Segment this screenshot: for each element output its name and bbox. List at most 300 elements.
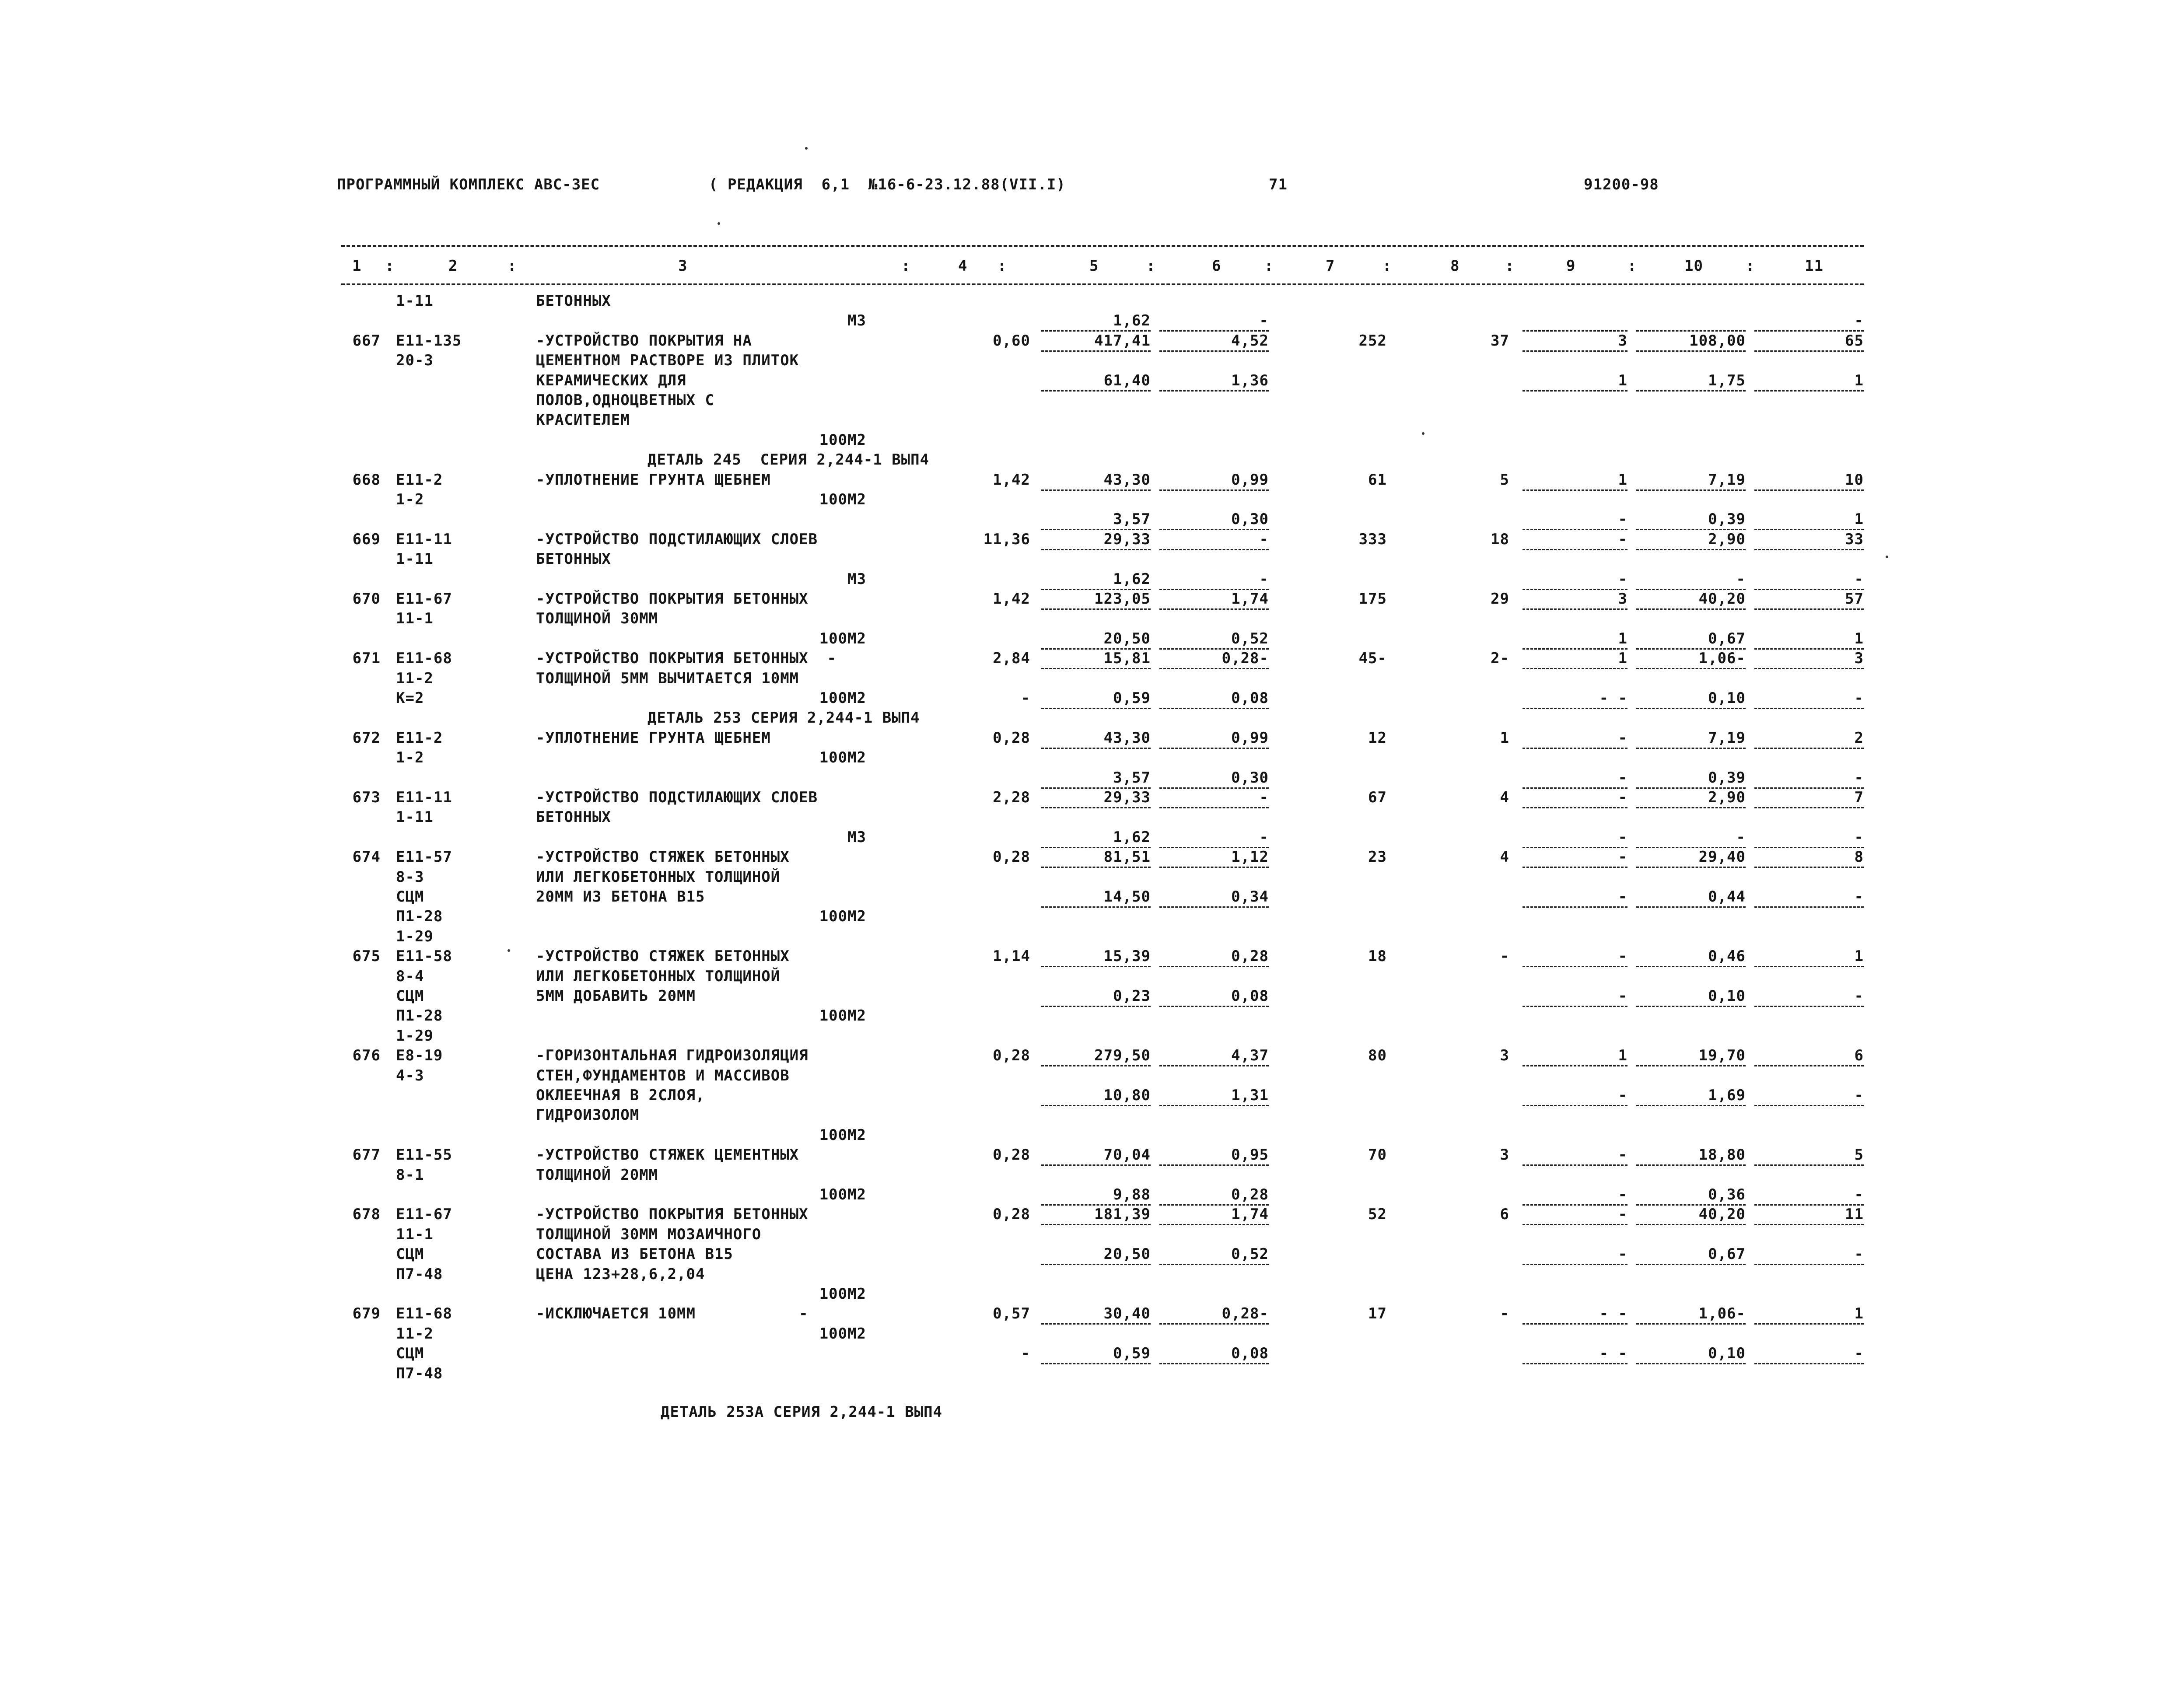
quantity: 1,42: [993, 471, 1030, 489]
norm-code: Е11-68: [396, 1305, 452, 1322]
total-wage: -: [1500, 1305, 1509, 1322]
work-description: КРАСИТЕЛЕМ: [536, 411, 630, 429]
cell-underline: [1522, 1204, 1628, 1206]
cell-underline: [1636, 608, 1746, 610]
work-description: 20ММ ИЗ БЕТОНА В15: [536, 888, 705, 905]
machine-cost: -: [1618, 1146, 1628, 1164]
column-header-10: 10: [1684, 257, 1703, 275]
total-wage: 3: [1500, 1146, 1509, 1164]
cell-underline: [1522, 1363, 1628, 1364]
cell-underline: [1041, 748, 1151, 749]
unit-cost: 70,04: [1103, 1146, 1151, 1164]
work-description: -УСТРОЙСТВО ПОКРЫТИЯ БЕТОННЫХ: [536, 590, 808, 608]
machine-cost: -: [1618, 1206, 1628, 1223]
cell-underline: [1159, 1224, 1269, 1225]
quantity: 0,28: [993, 1047, 1030, 1064]
labor-hours-unit: 7,19: [1708, 729, 1746, 747]
cell-underline: [1754, 847, 1864, 848]
norm-code: П1-28: [396, 908, 443, 925]
total-cost: 252: [1358, 332, 1387, 350]
unit-cost: 1,62: [1113, 570, 1151, 588]
cell-underline: [1041, 489, 1151, 491]
labor-hours-total: 33: [1845, 531, 1864, 548]
row-number: 674: [352, 848, 381, 866]
labor-hours-unit: 0,67: [1708, 1245, 1746, 1263]
header-bottom-rule: [341, 283, 1864, 285]
work-description: -УСТРОЙСТВО СТЯЖЕК БЕТОННЫХ: [536, 848, 790, 866]
work-description: СТЕН,ФУНДАМЕНТОВ И МАССИВОВ: [536, 1067, 790, 1084]
labor-hours-total: -: [1854, 689, 1864, 707]
unit-cost: 20,50: [1103, 1245, 1151, 1263]
unit-cost: 61,40: [1103, 372, 1151, 389]
unit: М3: [847, 570, 866, 588]
cell-underline: [1522, 608, 1628, 610]
cell-underline: [1041, 807, 1151, 808]
unit: 100М2: [819, 1186, 866, 1203]
unit-wage: 0,08: [1231, 987, 1269, 1005]
work-description: -УСТРОЙСТВО СТЯЖЕК ЦЕМЕНТНЫХ: [536, 1146, 799, 1164]
quantity: 0,57: [993, 1305, 1030, 1322]
labor-hours-total: -: [1854, 312, 1864, 329]
unit: 100М2: [819, 908, 866, 925]
work-description: ТОЛЩИНОЙ 30ММ МОЗАИЧНОГО: [536, 1226, 762, 1243]
cell-underline: [1522, 708, 1628, 709]
labor-hours-total: -: [1854, 1186, 1864, 1203]
cell-underline: [1041, 1363, 1151, 1364]
unit-wage: 0,30: [1231, 769, 1269, 787]
labor-hours-unit: 7,19: [1708, 471, 1746, 489]
unit-wage: 0,28: [1231, 1186, 1269, 1203]
work-description: -УСТРОЙСТВО ПОКРЫТИЯ БЕТОННЫХ: [536, 1206, 808, 1223]
labor-hours-total: 3: [1854, 650, 1864, 667]
norm-code: Е11-67: [396, 1206, 452, 1223]
norm-code: 4-3: [396, 1067, 424, 1084]
machine-cost: -: [1618, 987, 1628, 1005]
cell-underline: [1754, 489, 1864, 491]
cell-underline: [1159, 867, 1269, 868]
norm-code: 11-1: [396, 1226, 434, 1243]
cell-underline: [1159, 966, 1269, 967]
norm-code: Е11-68: [396, 650, 452, 667]
norm-code: К=2: [396, 689, 424, 707]
labor-hours-total: 57: [1845, 590, 1864, 608]
cell-underline: [1522, 1323, 1628, 1325]
norm-code: П7-48: [396, 1266, 443, 1283]
column-header-8: 8: [1450, 257, 1460, 275]
cell-underline: [1159, 330, 1269, 332]
unit-cost: 15,39: [1103, 947, 1151, 965]
quantity: 11,36: [983, 531, 1030, 548]
scan-speck: [508, 949, 510, 952]
column-header-1: 1: [352, 257, 362, 275]
cell-underline: [1636, 1006, 1746, 1007]
norm-code: 8-3: [396, 868, 424, 886]
cell-underline: [1522, 1006, 1628, 1007]
cell-underline: [1754, 1224, 1864, 1225]
labor-hours-unit: 0,10: [1708, 689, 1746, 707]
cell-underline: [1522, 549, 1628, 550]
labor-hours-total: 65: [1845, 332, 1864, 350]
machine-cost: - -: [1599, 1305, 1628, 1322]
total-cost: 67: [1368, 789, 1387, 806]
labor-hours-unit: 1,06-: [1698, 1305, 1746, 1322]
cell-underline: [1159, 906, 1269, 908]
unit-cost: 1,62: [1113, 312, 1151, 329]
labor-hours-unit: 0,10: [1708, 1345, 1746, 1362]
unit-cost: 3,57: [1113, 769, 1151, 787]
total-cost: 12: [1368, 729, 1387, 747]
cell-underline: [1754, 867, 1864, 868]
page-number: 71: [1269, 176, 1288, 193]
labor-hours-total: 1: [1854, 510, 1864, 528]
cell-underline: [1636, 966, 1746, 967]
labor-hours-unit: 40,20: [1698, 590, 1746, 608]
total-wage: 5: [1500, 471, 1509, 489]
cell-underline: [1636, 668, 1746, 669]
labor-hours-total: 1: [1854, 1305, 1864, 1322]
unit: 100М2: [819, 1325, 866, 1342]
cell-underline: [1522, 1264, 1628, 1265]
cell-underline: [1636, 1363, 1746, 1364]
cell-underline: [1522, 529, 1628, 530]
machine-cost: -: [1618, 1186, 1628, 1203]
labor-hours-total: -: [1854, 888, 1864, 905]
work-description: ТОЛЩИНОЙ 20ММ: [536, 1166, 658, 1184]
machine-cost: -: [1618, 510, 1628, 528]
cell-underline: [1522, 1105, 1628, 1106]
unit: 100М2: [819, 689, 866, 707]
norm-code: 1-11: [396, 808, 434, 826]
machine-cost: -: [1618, 729, 1628, 747]
unit-cost: 29,33: [1103, 531, 1151, 548]
column-separator: :: [1505, 257, 1515, 275]
machine-cost: 3: [1618, 332, 1628, 350]
cell-underline: [1754, 529, 1864, 530]
labor-hours-unit: 0,39: [1708, 510, 1746, 528]
norm-code: 8-4: [396, 968, 424, 985]
row-number: 670: [352, 590, 381, 608]
cell-underline: [1754, 648, 1864, 650]
quantity: 1,14: [993, 947, 1030, 965]
work-description: ЦЕМЕНТНОМ РАСТВОРЕ ИЗ ПЛИТОК: [536, 352, 799, 369]
work-description: 5ММ ДОБАВИТЬ 20ММ: [536, 987, 696, 1005]
cell-underline: [1754, 668, 1864, 669]
norm-code: 1-2: [396, 749, 424, 766]
quantity: 0,28: [993, 848, 1030, 866]
unit-cost: 29,33: [1103, 789, 1151, 806]
work-description: -УСТРОЙСТВО ПОКРЫТИЯ НА: [536, 332, 752, 350]
unit-cost: 181,39: [1094, 1206, 1151, 1223]
cell-underline: [1754, 350, 1864, 352]
row-number: 667: [352, 332, 381, 350]
cell-underline: [1754, 708, 1864, 709]
unit-wage: -: [1259, 312, 1269, 329]
norm-code: 1-11: [396, 292, 434, 310]
quantity: -: [1021, 1345, 1030, 1362]
cell-underline: [1636, 906, 1746, 908]
unit: М3: [847, 829, 866, 846]
cell-underline: [1041, 708, 1151, 709]
work-description: БЕТОННЫХ: [536, 550, 611, 568]
work-description: БЕТОННЫХ: [536, 808, 611, 826]
labor-hours-unit: 0,46: [1708, 947, 1746, 965]
norm-code: 1-29: [396, 928, 434, 945]
cell-underline: [1636, 807, 1746, 808]
norm-code: Е11-57: [396, 848, 452, 866]
cell-underline: [1636, 1164, 1746, 1166]
cell-underline: [1754, 1264, 1864, 1265]
labor-hours-unit: 0,36: [1708, 1186, 1746, 1203]
cell-underline: [1041, 330, 1151, 332]
work-description: ЦЕНА 123+28,6,2,04: [536, 1266, 705, 1283]
cell-underline: [1754, 1164, 1864, 1166]
labor-hours-total: 11: [1845, 1206, 1864, 1223]
total-cost: 175: [1358, 590, 1387, 608]
labor-hours-total: 1: [1854, 630, 1864, 647]
cell-underline: [1522, 1164, 1628, 1166]
machine-cost: 1: [1618, 1047, 1628, 1064]
column-separator: :: [1628, 257, 1637, 275]
scan-speck: [718, 222, 720, 225]
work-description: -УСТРОЙСТВО ПОКРЫТИЯ БЕТОННЫХ -: [536, 650, 837, 667]
cell-underline: [1159, 1006, 1269, 1007]
labor-hours-unit: 2,90: [1708, 531, 1746, 548]
labor-hours-total: 8: [1854, 848, 1864, 866]
work-description: -УПЛОТНЕНИЕ ГРУНТА ЩЕБНЕМ: [536, 729, 771, 747]
norm-code: 1-2: [396, 491, 424, 508]
machine-cost: -: [1618, 531, 1628, 548]
norm-code: Е11-11: [396, 531, 452, 548]
unit-wage: 1,74: [1231, 590, 1269, 608]
unit-wage: 1,74: [1231, 1206, 1269, 1223]
column-header-6: 6: [1212, 257, 1222, 275]
cell-underline: [1754, 906, 1864, 908]
row-number: 677: [352, 1146, 381, 1164]
column-separator: :: [998, 257, 1007, 275]
norm-code: Е11-135: [396, 332, 462, 350]
total-cost: 23: [1368, 848, 1387, 866]
unit-wage: 0,08: [1231, 1345, 1269, 1362]
unit-cost: 43,30: [1103, 471, 1151, 489]
work-description: -УСТРОЙСТВО СТЯЖЕК БЕТОННЫХ: [536, 947, 790, 965]
norm-code: СЦМ: [396, 1245, 424, 1263]
unit-wage: 0,08: [1231, 689, 1269, 707]
column-separator: :: [1746, 257, 1755, 275]
labor-hours-total: -: [1854, 769, 1864, 787]
column-header-5: 5: [1089, 257, 1099, 275]
labor-hours-total: -: [1854, 570, 1864, 588]
total-wage: 18: [1491, 531, 1509, 548]
machine-cost: 1: [1618, 372, 1628, 389]
unit-cost: 10,80: [1103, 1087, 1151, 1104]
machine-cost: -: [1618, 769, 1628, 787]
norm-code: Е11-67: [396, 590, 452, 608]
norm-code: П1-28: [396, 1007, 443, 1024]
labor-hours-unit: 2,90: [1708, 789, 1746, 806]
column-header-7: 7: [1326, 257, 1335, 275]
unit-wage: 0,52: [1231, 1245, 1269, 1263]
quantity: 0,28: [993, 1206, 1030, 1223]
unit-cost: 0,59: [1113, 689, 1151, 707]
cell-underline: [1522, 807, 1628, 808]
unit-wage: -: [1259, 570, 1269, 588]
unit-wage: 0,28-: [1222, 650, 1269, 667]
work-description: ОКЛЕЕЧНАЯ В 2СЛОЯ,: [536, 1087, 705, 1104]
unit-wage: 0,28: [1231, 947, 1269, 965]
work-description: ПОЛОВ,ОДНОЦВЕТНЫХ С: [536, 392, 714, 409]
unit: 100М2: [819, 1285, 866, 1303]
labor-hours-total: -: [1854, 829, 1864, 846]
cell-underline: [1754, 549, 1864, 550]
column-separator: :: [1264, 257, 1274, 275]
quantity: 0,28: [993, 1146, 1030, 1164]
work-description: -УСТРОЙСТВО ПОДСТИЛАЮЩИХ СЛОЕВ: [536, 789, 818, 806]
labor-hours-total: -: [1854, 987, 1864, 1005]
unit: 100М2: [819, 1007, 866, 1024]
detail-heading: ДЕТАЛЬ 253 СЕРИЯ 2,244-1 ВЫП4: [648, 709, 920, 727]
unit-wage: 0,99: [1231, 471, 1269, 489]
row-number: 668: [352, 471, 381, 489]
quantity: 0,28: [993, 729, 1030, 747]
cell-underline: [1522, 648, 1628, 650]
labor-hours-total: 5: [1854, 1146, 1864, 1164]
cell-underline: [1159, 549, 1269, 550]
labor-hours-unit: 18,80: [1698, 1146, 1746, 1164]
cell-underline: [1754, 748, 1864, 749]
unit-wage: 4,52: [1231, 332, 1269, 350]
norm-code: 8-1: [396, 1166, 424, 1184]
cell-underline: [1041, 350, 1151, 352]
column-header-3: 3: [678, 257, 688, 275]
cell-underline: [1159, 1323, 1269, 1325]
machine-cost: 1: [1618, 630, 1628, 647]
cell-underline: [1754, 1323, 1864, 1325]
cell-underline: [1636, 330, 1746, 332]
cell-underline: [1041, 1323, 1151, 1325]
cell-underline: [1522, 1224, 1628, 1225]
unit-wage: 4,37: [1231, 1047, 1269, 1064]
unit-cost: 0,59: [1113, 1345, 1151, 1362]
machine-cost: -: [1618, 947, 1628, 965]
cell-underline: [1159, 489, 1269, 491]
labor-hours-total: -: [1854, 1245, 1864, 1263]
column-separator: :: [385, 257, 395, 275]
quantity: 0,60: [993, 332, 1030, 350]
header-edition: ( РЕДАКЦИЯ 6,1 №16-6-23.12.88(VII.I): [709, 176, 1066, 193]
work-description: ИЛИ ЛЕГКОБЕТОННЫХ ТОЛЩИНОЙ: [536, 868, 780, 886]
cell-underline: [1041, 1264, 1151, 1265]
labor-hours-unit: 19,70: [1698, 1047, 1746, 1064]
work-description: ИЛИ ЛЕГКОБЕТОННЫХ ТОЛЩИНОЙ: [536, 968, 780, 985]
unit: 100М2: [819, 630, 866, 647]
total-cost: 333: [1358, 531, 1387, 548]
unit: М3: [847, 312, 866, 329]
work-description: ТОЛЩИНОЙ 5ММ ВЫЧИТАЕТСЯ 10ММ: [536, 670, 799, 687]
row-number: 673: [352, 789, 381, 806]
labor-hours-unit: 1,69: [1708, 1087, 1746, 1104]
norm-code: Е11-55: [396, 1146, 452, 1164]
total-cost: 18: [1368, 947, 1387, 965]
cell-underline: [1522, 906, 1628, 908]
total-cost: 17: [1368, 1305, 1387, 1322]
unit-cost: 279,50: [1094, 1047, 1151, 1064]
labor-hours-total: 2: [1854, 729, 1864, 747]
cell-underline: [1041, 906, 1151, 908]
unit-cost: 1,62: [1113, 829, 1151, 846]
unit-wage: 0,28-: [1222, 1305, 1269, 1322]
unit-cost: 123,05: [1094, 590, 1151, 608]
norm-code: 1-11: [396, 550, 434, 568]
column-header-4: 4: [958, 257, 968, 275]
scan-speck: [805, 147, 808, 150]
cell-underline: [1636, 489, 1746, 491]
unit-cost: 14,50: [1103, 888, 1151, 905]
cell-underline: [1041, 1065, 1151, 1066]
cell-underline: [1636, 549, 1746, 550]
cell-underline: [1041, 1006, 1151, 1007]
cell-underline: [1636, 1224, 1746, 1225]
cell-underline: [1754, 1363, 1864, 1364]
norm-code: Е11-2: [396, 729, 443, 747]
norm-code: Е8-19: [396, 1047, 443, 1064]
unit-cost: 3,57: [1113, 510, 1151, 528]
norm-code: 11-1: [396, 610, 434, 627]
cell-underline: [1041, 549, 1151, 550]
quantity: 2,84: [993, 650, 1030, 667]
machine-cost: -: [1618, 1087, 1628, 1104]
cell-underline: [1522, 966, 1628, 967]
work-description: -ИСКЛЮЧАЕТСЯ 10ММ -: [536, 1305, 808, 1322]
unit-wage: 0,99: [1231, 729, 1269, 747]
total-wage: 29: [1491, 590, 1509, 608]
cell-underline: [1636, 1323, 1746, 1325]
machine-cost: -: [1618, 829, 1628, 846]
cell-underline: [1159, 807, 1269, 808]
cell-underline: [1754, 1065, 1864, 1066]
labor-hours-unit: -: [1736, 829, 1746, 846]
header-program: ПРОГРАММНЫЙ КОМПЛЕКС АВС-ЗЕС: [337, 176, 600, 193]
row-number: 672: [352, 729, 381, 747]
cell-underline: [1159, 708, 1269, 709]
total-wage: 37: [1491, 332, 1509, 350]
row-number: 679: [352, 1305, 381, 1322]
machine-cost: -: [1618, 848, 1628, 866]
unit-wage: 1,31: [1231, 1087, 1269, 1104]
row-number: 675: [352, 947, 381, 965]
labor-hours-unit: 0,67: [1708, 630, 1746, 647]
machine-cost: -: [1618, 570, 1628, 588]
cell-underline: [1636, 390, 1746, 392]
unit: 100М2: [819, 431, 866, 449]
row-number: 678: [352, 1206, 381, 1223]
total-wage: 4: [1500, 848, 1509, 866]
unit-wage: -: [1259, 789, 1269, 806]
cell-underline: [1159, 748, 1269, 749]
cell-underline: [1041, 867, 1151, 868]
quantity: 1,42: [993, 590, 1030, 608]
cell-underline: [1636, 708, 1746, 709]
column-header-2: 2: [448, 257, 458, 275]
cell-underline: [1522, 489, 1628, 491]
quantity: 2,28: [993, 789, 1030, 806]
labor-hours-unit: -: [1736, 570, 1746, 588]
machine-cost: - -: [1599, 1345, 1628, 1362]
labor-hours-total: 6: [1854, 1047, 1864, 1064]
labor-hours-total: 7: [1854, 789, 1864, 806]
labor-hours-total: 1: [1854, 372, 1864, 389]
cell-underline: [1754, 390, 1864, 392]
cell-underline: [1159, 668, 1269, 669]
